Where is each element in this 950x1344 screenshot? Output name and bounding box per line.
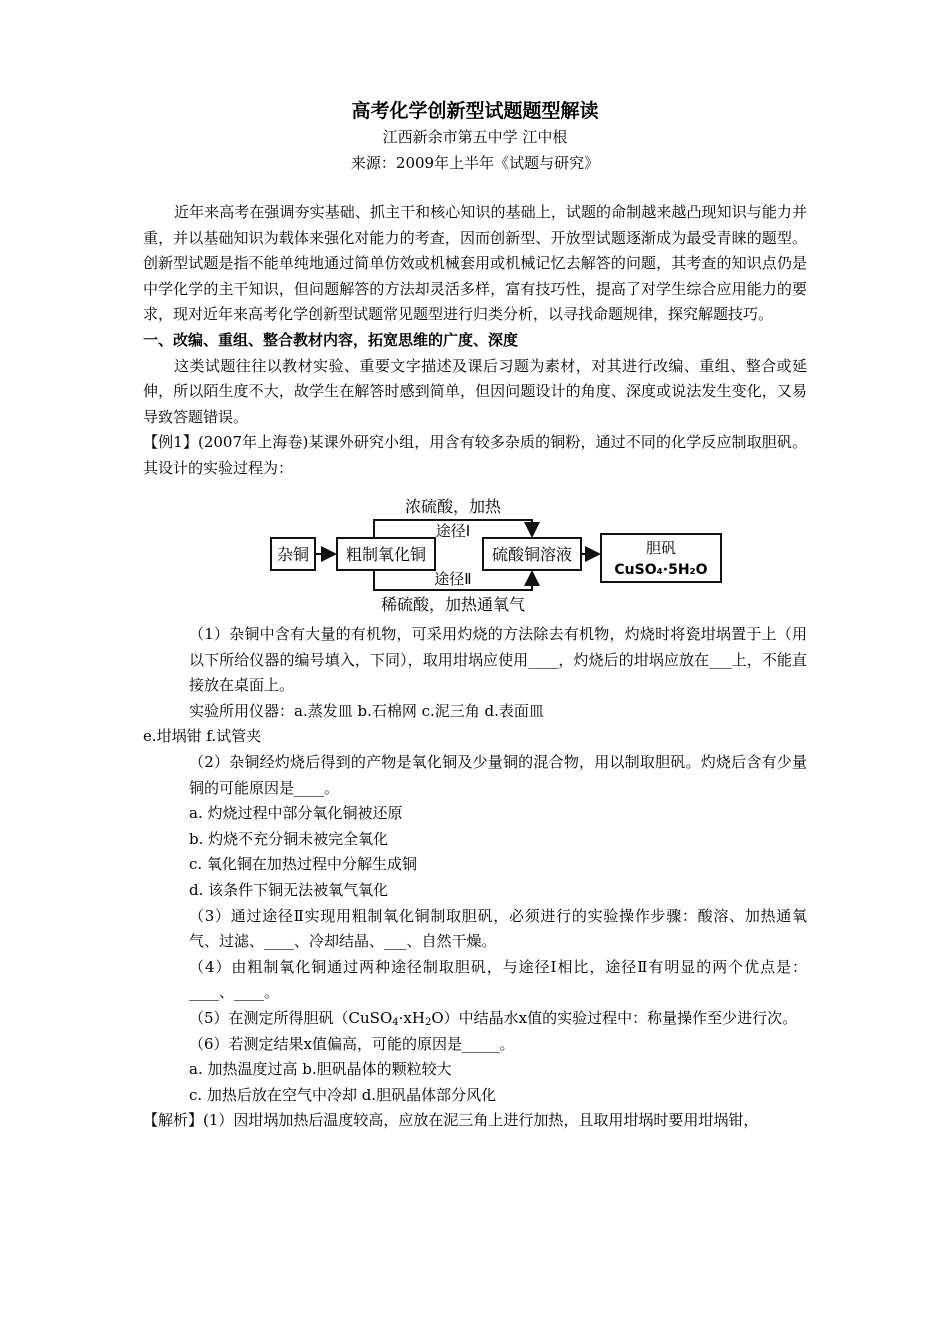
box-copper-sulfate-label: 硫酸铜溶液	[491, 545, 573, 564]
route-2-reagent: 稀硫酸，加热通氧气	[380, 595, 526, 614]
route-1-label: 途径Ⅰ	[435, 522, 471, 540]
question-1-instruments-continued: e.坩埚钳 f.试管夹	[143, 727, 262, 746]
box-start-label: 杂铜	[276, 545, 310, 564]
question-1-instruments: 实验所用仪器：a.蒸发皿 b.石棉网 c.泥三角 d.表面皿	[189, 701, 544, 720]
document-author: 江西新余市第五中学 江中根	[382, 128, 568, 146]
route-1-reagent: 浓硫酸，加热	[404, 497, 502, 516]
question-3: （3）通过途径Ⅱ实现用粗制氧化铜制取胆矾，必须进行的实验操作步骤：酸溶、加热通氧气、过滤、____、冷却结晶、___、自然干燥。	[189, 906, 807, 951]
box-product-label: 胆矾	[645, 539, 677, 557]
process-diagram	[267, 494, 727, 618]
intro-paragraph: 近年来高考在强调夯实基础、抓主干和核心知识的基础上，试题的命制越来越凸现知识与能力并重，并以基础知识为载体来强化对能力的考查，因而创新型、开放型试题逐渐成为最受青睐的题型。创新型试题是指不能单纯地通过简单仿效或机械套用或机械记忆去解答的问题，其考查的知识点仍是中学化学的主干知识，但问题解答的方法却灵活多样，富有技巧性，提高了对学生综合应用能力的要求，现对近年来高考化学创新型试题常见题型进行归类分析，以寻找命题规律，探究解题技巧。	[143, 203, 807, 324]
question-2-option-a: a. 灼烧过程中部分氧化铜被还原	[189, 804, 403, 823]
question-5-sub-1: 4	[392, 1016, 399, 1028]
question-5	[143, 1006, 807, 1032]
question-2: （2）杂铜经灼烧后得到的产物是氧化铜及少量铜的混合物，用以制取胆矾。灼烧后含有少量铜的可能原因是____。	[189, 752, 807, 797]
analysis-paragraph: 【解析】(1）因坩埚加热后温度较高，应放在泥三角上进行加热，且取用坩埚时要用坩埚钳，	[143, 1111, 759, 1130]
document-source: 来源：2009年上半年《试题与研究》	[350, 154, 600, 172]
process-flow-svg	[267, 494, 727, 618]
question-5-sub-2: 2	[424, 1016, 432, 1028]
body-part-1	[143, 200, 807, 482]
example-1-text: 【例1】(2007年上海卷)某课外研究小组，用含有较多杂质的铜粉，通过不同的化学反应制取胆矾。其设计的实验过程为：	[143, 433, 807, 477]
box-crude-oxide-label: 粗制氧化铜	[345, 545, 427, 564]
box-product-formula: CuSO₄·5H₂O	[614, 562, 708, 578]
question-4: （4）由粗制氧化铜通过两种途径制取胆矾，与途径Ⅰ相比，途径Ⅱ有明显的两个优点是：____、____。	[189, 957, 807, 1002]
question-1	[143, 622, 807, 699]
question-2-option-d: d. 该条件下铜无法被氧气氧化	[189, 880, 389, 899]
question-2-option-b: b. 灼烧不充分铜未被完全氧化	[189, 829, 389, 848]
section-heading: 一、改编、重组、整合教材内容，拓宽思维的广度、深度	[143, 330, 519, 349]
question-6-options-cd: c. 加热后放在空气中冷却 d.胆矾晶体部分风化	[189, 1085, 497, 1104]
section-description: 这类试题往往以教材实验、重要文字描述及课后习题为素材，对其进行改编、重组、整合或延伸，所以陌生度不大，故学生在解答时感到简单，但因问题设计的角度、深度或说法发生变化，又易导致答题错误。	[143, 356, 807, 426]
question-5-post: O）中结晶水x值的实验过程中：称量操作至少进行次。	[431, 1008, 798, 1027]
question-6-options-ab: a. 加热温度过高 b.胆矾晶体的颗粒较大	[189, 1060, 452, 1079]
question-5-mid: ·xH	[398, 1008, 425, 1027]
question-2-option-c: c. 氧化铜在加热过程中分解生成铜	[189, 855, 417, 874]
body-part-2	[143, 622, 807, 1134]
document-title: 高考化学创新型试题题型解读	[351, 100, 599, 122]
route-2-label: 途径Ⅱ	[434, 570, 472, 588]
question-5-pre: （5）在测定所得胆矾（CuSO	[189, 1008, 393, 1027]
question-1-text: （1）杂铜中含有大量的有机物，可采用灼烧的方法除去有机物，灼烧时将瓷坩埚置于上（用以下所给仪器的编号填入，下同），取用坩埚应使用____，灼烧后的坩埚应放在___上，不能直接放在桌面上。	[189, 625, 807, 695]
question-6: （6）若测定结果x值偏高，可能的原因是_____。	[189, 1034, 515, 1053]
